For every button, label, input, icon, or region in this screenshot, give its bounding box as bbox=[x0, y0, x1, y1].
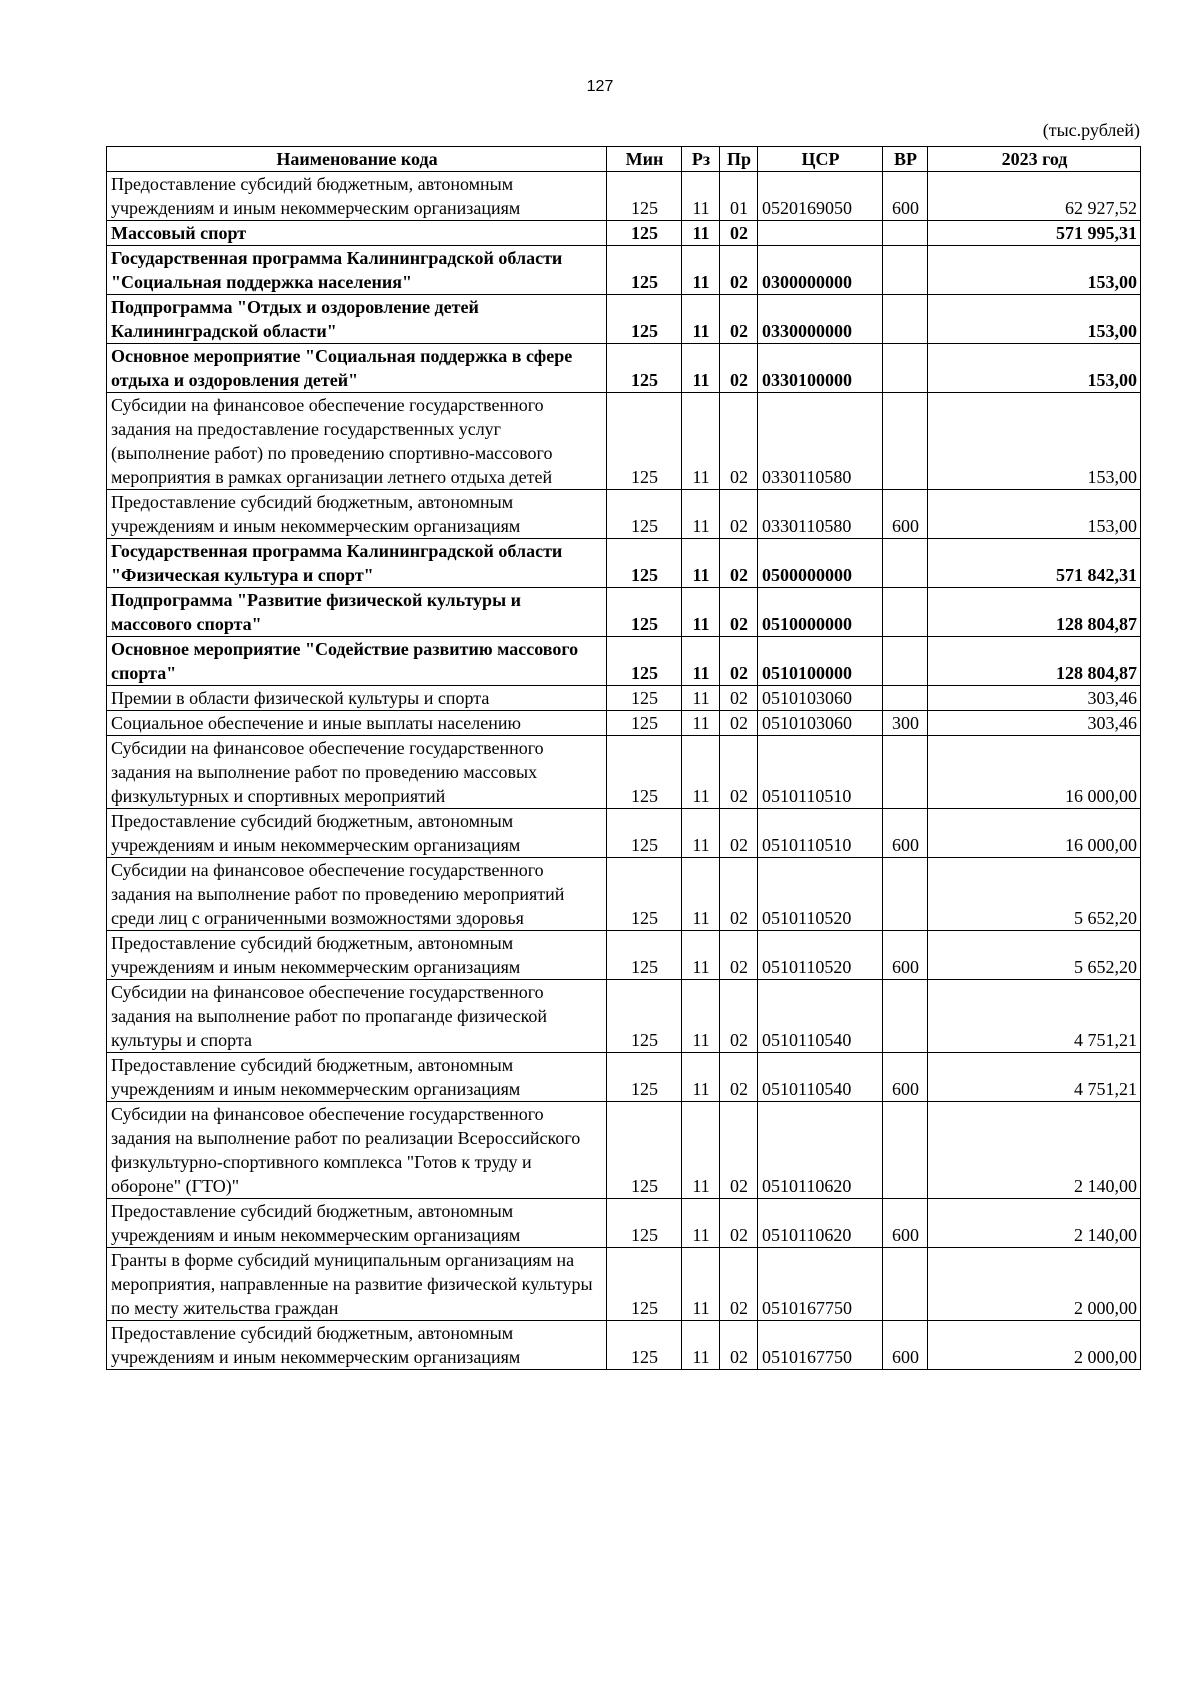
row-csr: 0510103060 bbox=[758, 711, 883, 736]
row-csr: 0510000000 bbox=[758, 588, 883, 637]
table-row bbox=[107, 686, 1141, 711]
row-pr: 02 bbox=[720, 1321, 758, 1370]
header-name: Наименование кода bbox=[107, 147, 607, 172]
row-name: Субсидии на финансовое обеспечение государственного задания на выполнение работ по проведению мероприятий среди лиц с ограниченными возможностями здоровья bbox=[107, 858, 607, 931]
header-rz: Рз bbox=[682, 147, 720, 172]
row-rz: 11 bbox=[682, 1321, 720, 1370]
table-row bbox=[107, 637, 1141, 686]
table-row bbox=[107, 809, 1141, 858]
row-csr: 0520169050 bbox=[758, 172, 883, 221]
row-sum: 153,00 bbox=[928, 246, 1141, 295]
row-vr bbox=[883, 344, 928, 393]
row-csr: 0510110520 bbox=[758, 858, 883, 931]
row-min: 125 bbox=[607, 344, 682, 393]
table-row bbox=[107, 711, 1141, 736]
row-rz: 11 bbox=[682, 1199, 720, 1248]
row-rz: 11 bbox=[682, 539, 720, 588]
row-min: 125 bbox=[607, 1321, 682, 1370]
row-pr: 02 bbox=[720, 736, 758, 809]
row-min: 125 bbox=[607, 539, 682, 588]
row-min: 125 bbox=[607, 637, 682, 686]
row-vr bbox=[883, 1248, 928, 1321]
row-sum: 571 995,31 bbox=[928, 221, 1141, 246]
row-name: Премии в области физической культуры и спорта bbox=[107, 686, 607, 711]
row-rz: 11 bbox=[682, 858, 720, 931]
row-csr: 0330110580 bbox=[758, 393, 883, 490]
row-rz: 11 bbox=[682, 1053, 720, 1102]
row-name: Предоставление субсидий бюджетным, автономным учреждениям и иным некоммерческим организациям bbox=[107, 490, 607, 539]
row-min: 125 bbox=[607, 931, 682, 980]
row-csr: 0510110510 bbox=[758, 809, 883, 858]
row-vr bbox=[883, 736, 928, 809]
row-min: 125 bbox=[607, 295, 682, 344]
row-sum: 2 000,00 bbox=[928, 1321, 1141, 1370]
row-csr bbox=[758, 221, 883, 246]
row-rz: 11 bbox=[682, 221, 720, 246]
row-min: 125 bbox=[607, 1102, 682, 1199]
row-min: 125 bbox=[607, 686, 682, 711]
row-name: Массовый спорт bbox=[107, 221, 607, 246]
row-sum: 571 842,31 bbox=[928, 539, 1141, 588]
page-number: 127 bbox=[586, 78, 614, 95]
row-rz: 11 bbox=[682, 344, 720, 393]
row-csr: 0510110510 bbox=[758, 736, 883, 809]
row-vr: 600 bbox=[883, 1199, 928, 1248]
table-row bbox=[107, 344, 1141, 393]
row-min: 125 bbox=[607, 980, 682, 1053]
table-row bbox=[107, 172, 1141, 221]
row-sum: 153,00 bbox=[928, 393, 1141, 490]
table-row bbox=[107, 246, 1141, 295]
table-row bbox=[107, 931, 1141, 980]
row-name: Предоставление субсидий бюджетным, автономным учреждениям и иным некоммерческим организациям bbox=[107, 1053, 607, 1102]
row-pr: 02 bbox=[720, 221, 758, 246]
row-csr: 0510110620 bbox=[758, 1102, 883, 1199]
header-row bbox=[107, 147, 1141, 172]
row-sum: 153,00 bbox=[928, 344, 1141, 393]
row-rz: 11 bbox=[682, 246, 720, 295]
row-min: 125 bbox=[607, 1248, 682, 1321]
row-vr: 600 bbox=[883, 490, 928, 539]
table-row bbox=[107, 221, 1141, 246]
row-sum: 128 804,87 bbox=[928, 588, 1141, 637]
row-sum: 303,46 bbox=[928, 711, 1141, 736]
row-name: Предоставление субсидий бюджетным, автономным учреждениям и иным некоммерческим организациям bbox=[107, 172, 607, 221]
table-row bbox=[107, 1199, 1141, 1248]
row-vr bbox=[883, 539, 928, 588]
row-csr: 0510167750 bbox=[758, 1321, 883, 1370]
row-vr: 300 bbox=[883, 711, 928, 736]
row-csr: 0330100000 bbox=[758, 344, 883, 393]
row-vr: 600 bbox=[883, 1321, 928, 1370]
row-vr bbox=[883, 1102, 928, 1199]
table-row bbox=[107, 1248, 1141, 1321]
row-name: Основное мероприятие "Социальная поддержка в сфере отдыха и оздоровления детей" bbox=[107, 344, 607, 393]
table-row bbox=[107, 490, 1141, 539]
row-vr bbox=[883, 246, 928, 295]
row-min: 125 bbox=[607, 809, 682, 858]
row-name: Гранты в форме субсидий муниципальным организациям на мероприятия, направленные на развитие физической культуры по месту жительства граждан bbox=[107, 1248, 607, 1321]
row-sum: 62 927,52 bbox=[928, 172, 1141, 221]
row-pr: 02 bbox=[720, 539, 758, 588]
row-rz: 11 bbox=[682, 711, 720, 736]
row-rz: 11 bbox=[682, 809, 720, 858]
table-row bbox=[107, 980, 1141, 1053]
row-sum: 4 751,21 bbox=[928, 980, 1141, 1053]
row-csr: 0300000000 bbox=[758, 246, 883, 295]
row-pr: 02 bbox=[720, 344, 758, 393]
row-pr: 02 bbox=[720, 246, 758, 295]
row-pr: 02 bbox=[720, 637, 758, 686]
row-min: 125 bbox=[607, 736, 682, 809]
row-name: Субсидии на финансовое обеспечение государственного задания на предоставление государственных услуг (выполнение работ) по проведению спортивно-массового мероприятия в рамках организации летнего отдыха детей bbox=[107, 393, 607, 490]
row-pr: 02 bbox=[720, 931, 758, 980]
row-rz: 11 bbox=[682, 686, 720, 711]
row-name: Основное мероприятие "Содействие развитию массового спорта" bbox=[107, 637, 607, 686]
budget-table bbox=[106, 146, 1141, 1370]
row-csr: 0510103060 bbox=[758, 686, 883, 711]
row-sum: 16 000,00 bbox=[928, 736, 1141, 809]
row-pr: 02 bbox=[720, 809, 758, 858]
table-row bbox=[107, 1102, 1141, 1199]
row-rz: 11 bbox=[682, 393, 720, 490]
row-sum: 153,00 bbox=[928, 295, 1141, 344]
row-vr bbox=[883, 393, 928, 490]
row-sum: 5 652,20 bbox=[928, 931, 1141, 980]
row-rz: 11 bbox=[682, 931, 720, 980]
row-csr: 0510110520 bbox=[758, 931, 883, 980]
row-rz: 11 bbox=[682, 980, 720, 1053]
row-csr: 0500000000 bbox=[758, 539, 883, 588]
units-label: (тыс.рублей) bbox=[1042, 120, 1140, 140]
row-csr: 0330000000 bbox=[758, 295, 883, 344]
table-row bbox=[107, 1321, 1141, 1370]
row-min: 125 bbox=[607, 172, 682, 221]
row-name: Субсидии на финансовое обеспечение государственного задания на выполнение работ по реализации Всероссийского физкультурно-спортивного комплекса "Готов к труду и обороне" (ГТО)" bbox=[107, 1102, 607, 1199]
row-pr: 02 bbox=[720, 1248, 758, 1321]
row-rz: 11 bbox=[682, 736, 720, 809]
header-vr: ВР bbox=[883, 147, 928, 172]
row-name: Предоставление субсидий бюджетным, автономным учреждениям и иным некоммерческим организациям bbox=[107, 1321, 607, 1370]
table-row bbox=[107, 858, 1141, 931]
row-pr: 02 bbox=[720, 295, 758, 344]
row-rz: 11 bbox=[682, 490, 720, 539]
row-name: Подпрограмма "Развитие физической культуры и массового спорта" bbox=[107, 588, 607, 637]
row-vr bbox=[883, 686, 928, 711]
row-name: Подпрограмма "Отдых и оздоровление детей Калининградской области" bbox=[107, 295, 607, 344]
row-pr: 02 bbox=[720, 858, 758, 931]
row-rz: 11 bbox=[682, 1248, 720, 1321]
header-pr: Пр bbox=[720, 147, 758, 172]
row-pr: 02 bbox=[720, 1102, 758, 1199]
row-name: Предоставление субсидий бюджетным, автономным учреждениям и иным некоммерческим организациям bbox=[107, 809, 607, 858]
row-vr: 600 bbox=[883, 1053, 928, 1102]
row-pr: 02 bbox=[720, 711, 758, 736]
row-pr: 02 bbox=[720, 980, 758, 1053]
row-vr bbox=[883, 858, 928, 931]
row-csr: 0330110580 bbox=[758, 490, 883, 539]
row-pr: 01 bbox=[720, 172, 758, 221]
row-min: 125 bbox=[607, 246, 682, 295]
row-csr: 0510110620 bbox=[758, 1199, 883, 1248]
row-min: 125 bbox=[607, 490, 682, 539]
table-row bbox=[107, 539, 1141, 588]
row-name: Социальное обеспечение и иные выплаты населению bbox=[107, 711, 607, 736]
row-vr bbox=[883, 588, 928, 637]
row-min: 125 bbox=[607, 1053, 682, 1102]
row-sum: 153,00 bbox=[928, 490, 1141, 539]
row-min: 125 bbox=[607, 588, 682, 637]
row-csr: 0510110540 bbox=[758, 980, 883, 1053]
row-pr: 02 bbox=[720, 1053, 758, 1102]
table-body bbox=[107, 172, 1141, 1370]
row-sum: 2 140,00 bbox=[928, 1102, 1141, 1199]
row-csr: 0510100000 bbox=[758, 637, 883, 686]
header-min: Мин bbox=[607, 147, 682, 172]
row-name: Предоставление субсидий бюджетным, автономным учреждениям и иным некоммерческим организациям bbox=[107, 931, 607, 980]
row-min: 125 bbox=[607, 858, 682, 931]
row-vr: 600 bbox=[883, 172, 928, 221]
row-csr: 0510110540 bbox=[758, 1053, 883, 1102]
row-vr bbox=[883, 221, 928, 246]
row-rz: 11 bbox=[682, 295, 720, 344]
row-sum: 128 804,87 bbox=[928, 637, 1141, 686]
row-pr: 02 bbox=[720, 588, 758, 637]
table-row bbox=[107, 393, 1141, 490]
row-sum: 16 000,00 bbox=[928, 809, 1141, 858]
row-min: 125 bbox=[607, 711, 682, 736]
row-pr: 02 bbox=[720, 393, 758, 490]
row-name: Государственная программа Калининградской области "Социальная поддержка населения" bbox=[107, 246, 607, 295]
row-name: Субсидии на финансовое обеспечение государственного задания на выполнение работ по проведению массовых физкультурных и спортивных мероприятий bbox=[107, 736, 607, 809]
row-pr: 02 bbox=[720, 1199, 758, 1248]
row-vr: 600 bbox=[883, 809, 928, 858]
row-csr: 0510167750 bbox=[758, 1248, 883, 1321]
row-pr: 02 bbox=[720, 490, 758, 539]
row-sum: 303,46 bbox=[928, 686, 1141, 711]
table-row bbox=[107, 1053, 1141, 1102]
row-name: Субсидии на финансовое обеспечение государственного задания на выполнение работ по пропаганде физической культуры и спорта bbox=[107, 980, 607, 1053]
row-sum: 2 140,00 bbox=[928, 1199, 1141, 1248]
row-name: Государственная программа Калининградской области "Физическая культура и спорт" bbox=[107, 539, 607, 588]
row-min: 125 bbox=[607, 221, 682, 246]
table-row bbox=[107, 295, 1141, 344]
row-name: Предоставление субсидий бюджетным, автономным учреждениям и иным некоммерческим организациям bbox=[107, 1199, 607, 1248]
table-row bbox=[107, 736, 1141, 809]
row-sum: 4 751,21 bbox=[928, 1053, 1141, 1102]
row-sum: 5 652,20 bbox=[928, 858, 1141, 931]
row-rz: 11 bbox=[682, 588, 720, 637]
row-rz: 11 bbox=[682, 172, 720, 221]
row-min: 125 bbox=[607, 393, 682, 490]
row-rz: 11 bbox=[682, 637, 720, 686]
row-vr bbox=[883, 980, 928, 1053]
row-rz: 11 bbox=[682, 1102, 720, 1199]
table-row bbox=[107, 588, 1141, 637]
row-vr bbox=[883, 637, 928, 686]
row-vr: 600 bbox=[883, 931, 928, 980]
row-sum: 2 000,00 bbox=[928, 1248, 1141, 1321]
row-min: 125 bbox=[607, 1199, 682, 1248]
header-year: 2023 год bbox=[928, 147, 1141, 172]
row-pr: 02 bbox=[720, 686, 758, 711]
header-csr: ЦСР bbox=[758, 147, 883, 172]
row-vr bbox=[883, 295, 928, 344]
